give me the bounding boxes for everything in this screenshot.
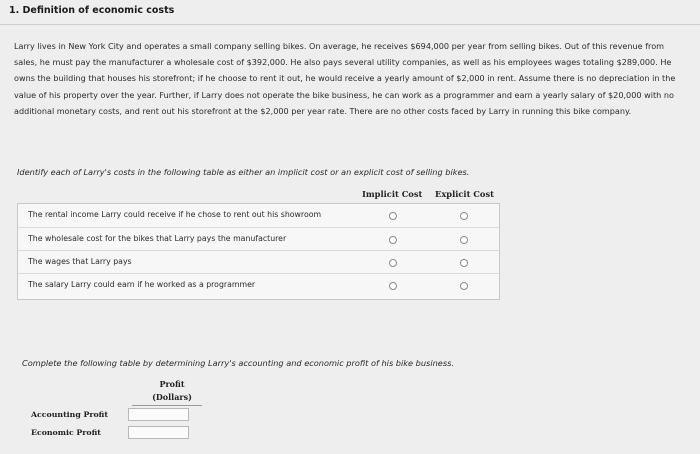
implicit-radio[interactable] [389,236,397,244]
table-row [18,227,499,250]
cost-table-body [17,203,500,300]
row-label: The wages that Larry pays [28,257,132,266]
economic-profit-label: Economic Profit [31,428,101,437]
profit-column-header [137,378,207,404]
row-label: The wholesale cost for the bikes that Larry pays the manufacturer [28,234,287,243]
row-label: The salary Larry could earn if he worked as a programmer [28,280,256,289]
question-title: 1. Definition of economic costs [9,5,175,16]
explicit-radio[interactable] [460,236,468,244]
profit-header-line2: (Dollars) [152,392,192,402]
cost-table-instruction: Identify each of Larry's costs in the following table as either an implicit cost or an explicit cost of selling bikes. [17,167,470,177]
profit-header-rule [132,405,202,406]
profit-header-line1: Profit [159,379,185,389]
economic-profit-input[interactable] [128,426,189,439]
cost-classification-table [17,186,500,300]
title-divider [0,24,700,25]
table-row [18,273,499,296]
explicit-radio[interactable] [460,212,468,220]
implicit-radio[interactable] [389,212,397,220]
row-label: The rental income Larry could receive if he chose to rent out his showroom [28,210,322,219]
profit-table-instruction: Complete the following table by determining Larry's accounting and economic profit of his bike business. [22,358,454,368]
implicit-radio[interactable] [389,259,397,267]
explicit-cost-header: Explicit Cost [435,189,494,199]
question-paragraph: Larry lives in New York City and operates a small company selling bikes. On average, he receives $694,000 per year from selling bikes. Out of this revenue from sales, he must pay the manufacturer a wholesale cost of $392,000. He also pays several utility companies, as well as his employees wages totaling $289,000. He owns the building that houses his storefront; if he choose to rent it out, he would receive a yearly amount of $2,000 in rent. Assume there is no depreciation in the value of his property over the year. Further, if Larry does not operate the bike business, he can work as a programmer and earn a yearly salary of $20,000 with no additional monetary costs, and rent out his storefront at the $2,000 per year rate. There are no other costs faced by Larry in running this bike company. [14,41,676,116]
table-row [18,204,499,227]
table-row [18,250,499,273]
accounting-profit-label: Accounting Profit [31,410,108,419]
explicit-radio[interactable] [460,282,468,290]
implicit-radio[interactable] [389,282,397,290]
accounting-profit-input[interactable] [128,408,189,421]
explicit-radio[interactable] [460,259,468,267]
implicit-cost-header: Implicit Cost [362,189,423,199]
profit-table [27,378,202,444]
